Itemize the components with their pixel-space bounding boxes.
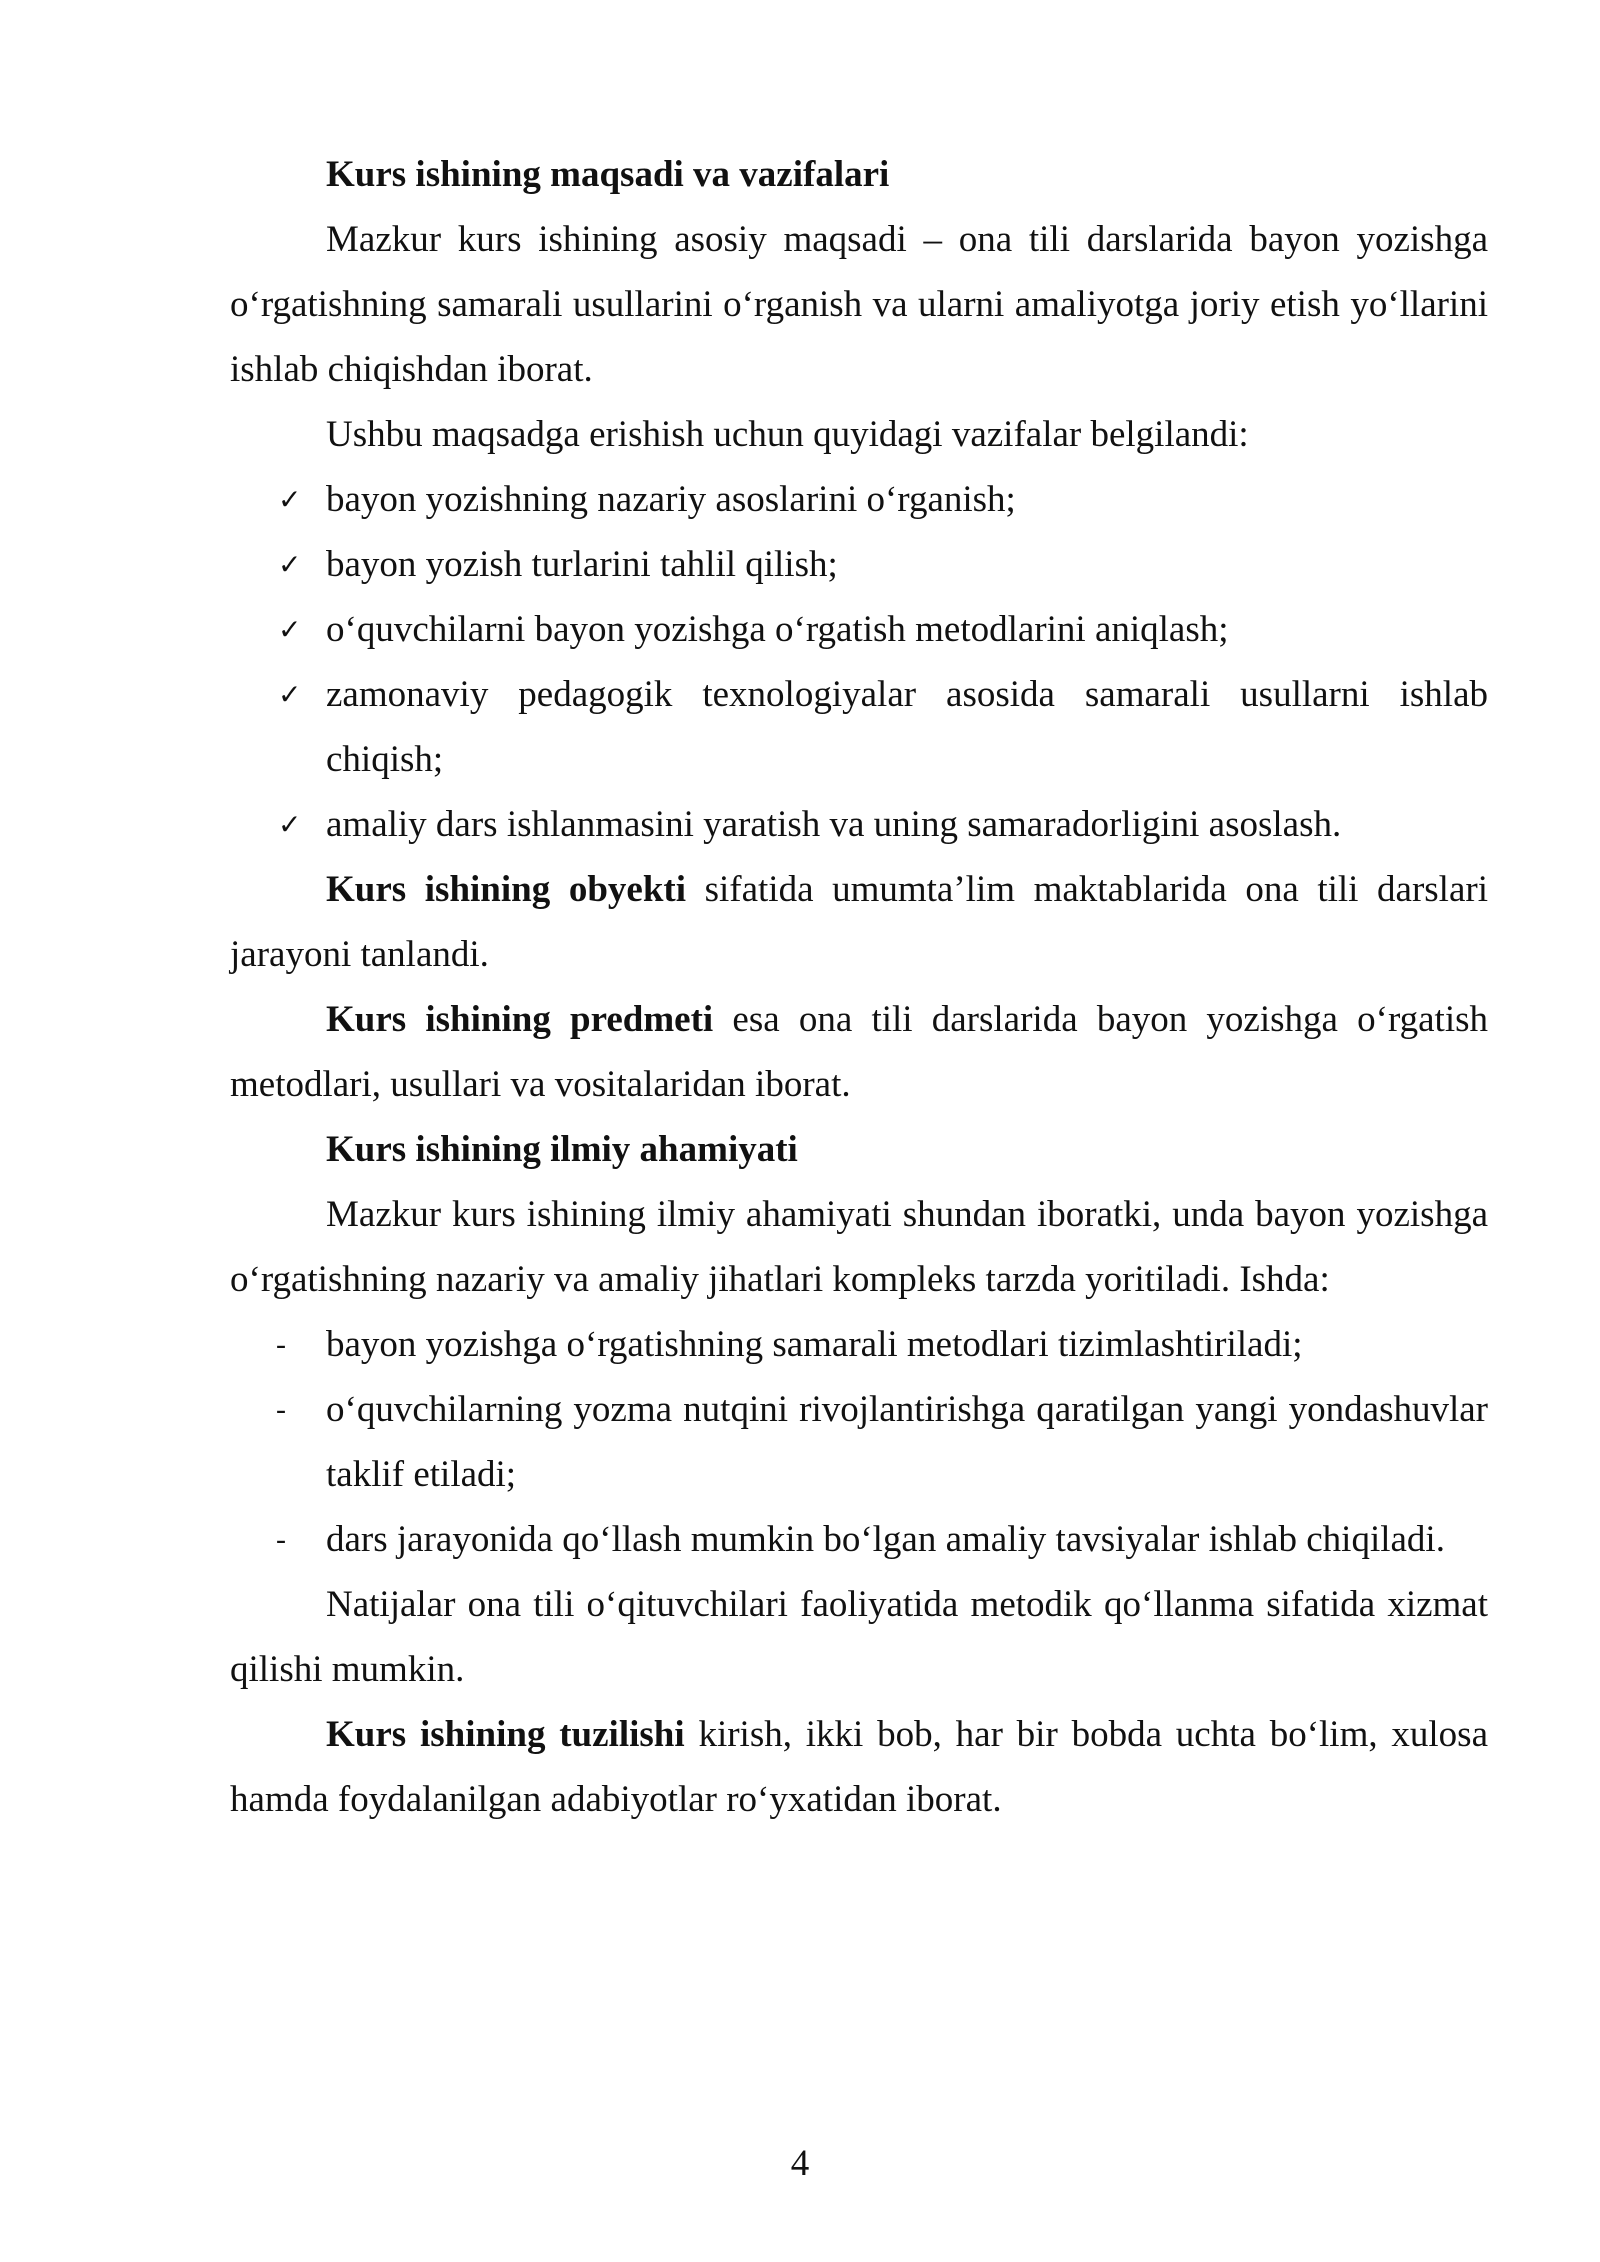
structure-label: Kurs ishining tuzilishi bbox=[326, 1714, 685, 1755]
checkmark-icon: ✓ bbox=[278, 678, 302, 711]
paragraph-goal: Mazkur kurs ishining asosiy maqsadi – ona tili darslarida bayon yozishga o‘rgatishning samarali usullarini o‘rganish va ularni amaliyotga joriy etish yo‘llarini ishlab chiqishdan iborat. bbox=[230, 219, 1488, 390]
subject-text: esa ona tili darslarida bayon yozishga o‘rgatish metodlari, usullari va vositalaridan iborat. bbox=[230, 999, 1488, 1105]
list-item bbox=[278, 662, 1488, 792]
checkmark-icon: ✓ bbox=[278, 613, 302, 646]
paragraph-tasks-intro: Ushbu maqsadga erishish uchun quyidagi vazifalar belgilandi: bbox=[326, 414, 1249, 455]
list-item bbox=[278, 532, 1488, 597]
list-item bbox=[276, 1312, 1488, 1377]
dash-bullet: - bbox=[276, 1393, 286, 1426]
dash-bullet: - bbox=[276, 1523, 286, 1556]
paragraph-structure bbox=[230, 1702, 1488, 1832]
page-body bbox=[230, 142, 1488, 1832]
list-item-text: o‘quvchilarni bayon yozishga o‘rgatish metodlarini aniqlash; bbox=[326, 609, 1229, 650]
list-item bbox=[278, 597, 1488, 662]
object-text: sifatida umumta’lim maktablarida ona tili darslari jarayoni tanlandi. bbox=[230, 869, 1488, 975]
list-item bbox=[278, 792, 1488, 857]
paragraph-subject bbox=[230, 987, 1488, 1117]
dash-bullet: - bbox=[276, 1328, 286, 1361]
checkmark-icon: ✓ bbox=[278, 548, 302, 581]
section-heading-goals: Kurs ishining maqsadi va vazifalari bbox=[326, 154, 890, 195]
section-heading-significance: Kurs ishining ilmiy ahamiyati bbox=[326, 1129, 798, 1170]
checkmark-icon: ✓ bbox=[278, 483, 302, 516]
list-item-text: bayon yozishga o‘rgatishning samarali metodlari tizimlashtiriladi; bbox=[326, 1324, 1303, 1365]
paragraph-results: Natijalar ona tili o‘qituvchilari faoliyatida metodik qo‘llanma sifatida xizmat qilishi mumkin. bbox=[230, 1584, 1488, 1690]
checkmark-icon: ✓ bbox=[278, 808, 302, 841]
list-item-text: bayon yozishning nazariy asoslarini o‘rganish; bbox=[326, 479, 1016, 520]
tasks-list bbox=[230, 467, 1488, 857]
list-item bbox=[276, 1507, 1488, 1572]
structure-text: kirish, ikki bob, har bir bobda uchta bo‘lim, xulosa hamda foydalanilgan adabiyotlar ro‘yxatidan iborat. bbox=[230, 1714, 1488, 1820]
page-number: 4 bbox=[790, 2143, 810, 2184]
list-item-text: dars jarayonida qo‘llash mumkin bo‘lgan amaliy tavsiyalar ishlab chiqiladi. bbox=[326, 1519, 1445, 1560]
list-item-text: amaliy dars ishlanmasini yaratish va uning samaradorligini asoslash. bbox=[326, 804, 1342, 845]
subject-label: Kurs ishining predmeti bbox=[326, 999, 714, 1040]
paragraph-object bbox=[230, 857, 1488, 987]
list-item-text: zamonaviy pedagogik texnologiyalar asosida samarali usullarni ishlab chiqish; bbox=[326, 674, 1488, 780]
list-item bbox=[276, 1377, 1488, 1507]
object-label: Kurs ishining obyekti bbox=[326, 869, 687, 910]
paragraph-significance: Mazkur kurs ishining ilmiy ahamiyati shundan iboratki, unda bayon yozishga o‘rgatishning nazariy va amaliy jihatlari kompleks tarzda yoritiladi. Ishda: bbox=[230, 1194, 1488, 1300]
list-item-text: bayon yozish turlarini tahlil qilish; bbox=[326, 544, 838, 585]
significance-list bbox=[230, 1312, 1488, 1572]
list-item bbox=[278, 467, 1488, 532]
list-item-text: o‘quvchilarning yozma nutqini rivojlantirishga qaratilgan yangi yondashuvlar taklif etiladi; bbox=[326, 1389, 1488, 1495]
